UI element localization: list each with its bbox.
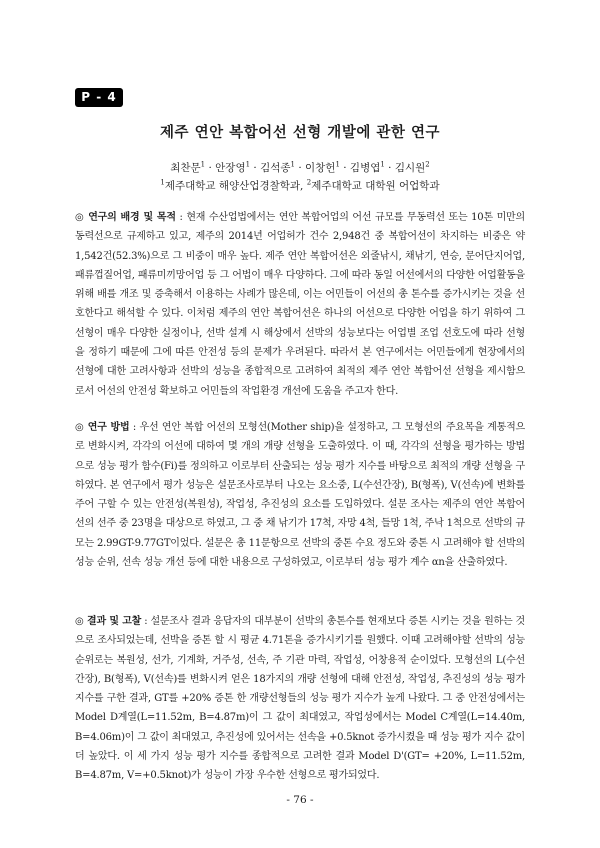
author-separator: · (384, 162, 395, 174)
author-affiliation-mark: 2 (425, 160, 430, 169)
section-heading: ◎ 연구 방법 (75, 422, 130, 433)
section-heading: ◎ 결과 및 고찰 (75, 616, 142, 627)
author-separator: · (205, 162, 216, 174)
author-affiliation-mark: 1 (335, 160, 340, 169)
author-name: 김석종 (260, 162, 291, 174)
author-affiliation-mark: 1 (200, 160, 206, 169)
section-methods (75, 418, 525, 572)
affiliation-mark: 2 (306, 178, 312, 187)
author-name: 이창헌 (305, 162, 336, 174)
affiliation-mark: 1 (160, 178, 165, 187)
author-name: 최찬문 (170, 162, 201, 174)
author-separator: · (250, 162, 261, 174)
affiliation-name: 제주대학교 대학원 어업학과 (311, 180, 440, 192)
section-background (75, 208, 525, 401)
author-name: 김병엽 (349, 162, 381, 174)
paper-title: 제주 연안 복합어선 선형 개발에 관한 연구 (160, 124, 440, 141)
affiliation-name: 제주대학교 해양산업경찰학과 (164, 180, 301, 192)
poster-id-badge: P - 4 (75, 88, 123, 107)
author-separator: · (294, 162, 305, 174)
section-body: : 현재 수산업법에서는 연안 복합어업의 어선 규모를 무동력선 또는 10톤 미만의 동력선으로 규제하고 있고, 제주의 2014년 어업허가 건수 2,948건 중 복합어선이 차지하는 비중은 약 1,542건(52.3%)으로 그 비중이 매우 높다. 제주 연안 복합어선은 외줄낚시, 채낚기, 연승, 문어단지어업, 패류껍질어업, 패류미끼망어업 등 그 어법이 매우 다양하다. 그에 따라 동일 어선에서의 다양한 어업활동을 위해 배를 개조 및 증축해서 이용하는 사례가 많은데, 이는 어민들이 어선의 총 톤수를 증가시키는 것을 선호한다고 해석할 수 있다. 이처럼 제주의 연안 복합어선은 하나의 어선으로 다양한 어업을 하기 위하여 그 선형이 매우 다양한 실정이나, 선박 설계 시 해상에서 선박의 성능보다는 어업별 조업 선호도에 따라 선형을 정하기 때문에 그에 따른 안전성 등의 문제가 우려된다. 따라서 본 연구에서는 어민들에게 현장에서의 선형에 대한 고려사항과 선박의 성능을 종합적으로 고려하여 최적의 제주 연안 복합어선 선형을 제시함으로서 어선의 안전성 확보하고 어민들의 작업환경 개선에 도움을 주고자 한다. (75, 212, 525, 397)
author-affiliation-mark: 1 (380, 160, 385, 169)
author-list (0, 160, 600, 175)
section-results (75, 612, 525, 786)
author-name: 안장영 (215, 162, 246, 174)
author-separator: · (339, 162, 350, 174)
section-body: : 우선 연안 복합 어선의 모형선(Mother ship)을 설정하고, 그 모형선의 주요목을 계통적으로 변화시켜, 각각의 어선에 대하여 몇 개의 개량 선형을 도출하였다. 이 때, 각각의 선형을 평가하는 방법으로 성능 평가 함수(Fi)를 정의하고 이로부터 산출되는 성능 평가 지수를 바탕으로 최적의 개량 선형을 구하였다. 본 연구에서 평가 성능은 설문조사로부터 나오는 요소중, L(수선간장), B(형폭), V(선속)에 변화를 주어 구할 수 있는 안전성(복원성), 작업성, 추진성의 요소를 도입하였다. 설문 조사는 제주의 연안 복합어선의 선주 중 23명을 대상으로 하였고, 그 중 채 낚기가 17척, 자망 4척, 들망 1척, 주낙 1척으로 선박의 규모는 2.99GT-9.77GT이었다. 설문은 총 11문항으로 선박의 중톤 수요 정도와 중톤 시 고려해야 할 선박의 성능 순위, 선속 성능 개선 등에 대한 내용으로 구성하였고, 이로부터 성능 평가 계수 αn을 산출하였다. (75, 422, 525, 569)
affiliation-separator: , (300, 180, 307, 192)
section-body: : 설문조사 결과 응답자의 대부분이 선박의 총톤수를 현재보다 증톤 시키는 것을 원하는 것으로 조사되었는데, 선박을 증톤 할 시 평균 4.71톤을 증가시키기를 원했다. 이때 고려해야할 선박의 성능 순위로는 복원성, 선가, 기계화, 거주성, 선속, 주 기관 마력, 작업성, 어창용적 순이었다. 모형선의 L(수선간장), B(형폭), V(선속)를 변화시켜 얻은 18가지의 개량 선형에 대해 안전성, 작업성, 추진성의 성능 평가 지수를 구한 결과, GT를 +20% 증톤 한 개량선형들의 성능 평가 지수가 높게 나왔다. 그 중 안전성에서는 Model D계열(L=11.52m, B=4.87m)이 그 값이 최대였고, 작업성에서는 Model C계열(L=14.40m, B=4.06m)이 그 값이 최대였고, 추진성에 있어서는 선속을 +0.5knot 증가시켰을 때 성능 평가 지수 값이 더 높았다. 이 세 가지 성능 평가 지수를 종합적으로 고려한 결과 Model D'(GT= +20%, L=11.52m, B=4.87m, V=+0.5knot)가 성능이 가장 우수한 선형으로 평가되었다. (75, 616, 526, 782)
author-name: 김시원 (394, 162, 426, 174)
affiliation-list (0, 178, 600, 193)
author-affiliation-mark: 1 (245, 160, 251, 169)
author-affiliation-mark: 1 (290, 160, 295, 169)
section-heading: ◎ 연구의 배경 및 목적 (75, 212, 176, 223)
page-number: - 76 - (286, 794, 314, 806)
